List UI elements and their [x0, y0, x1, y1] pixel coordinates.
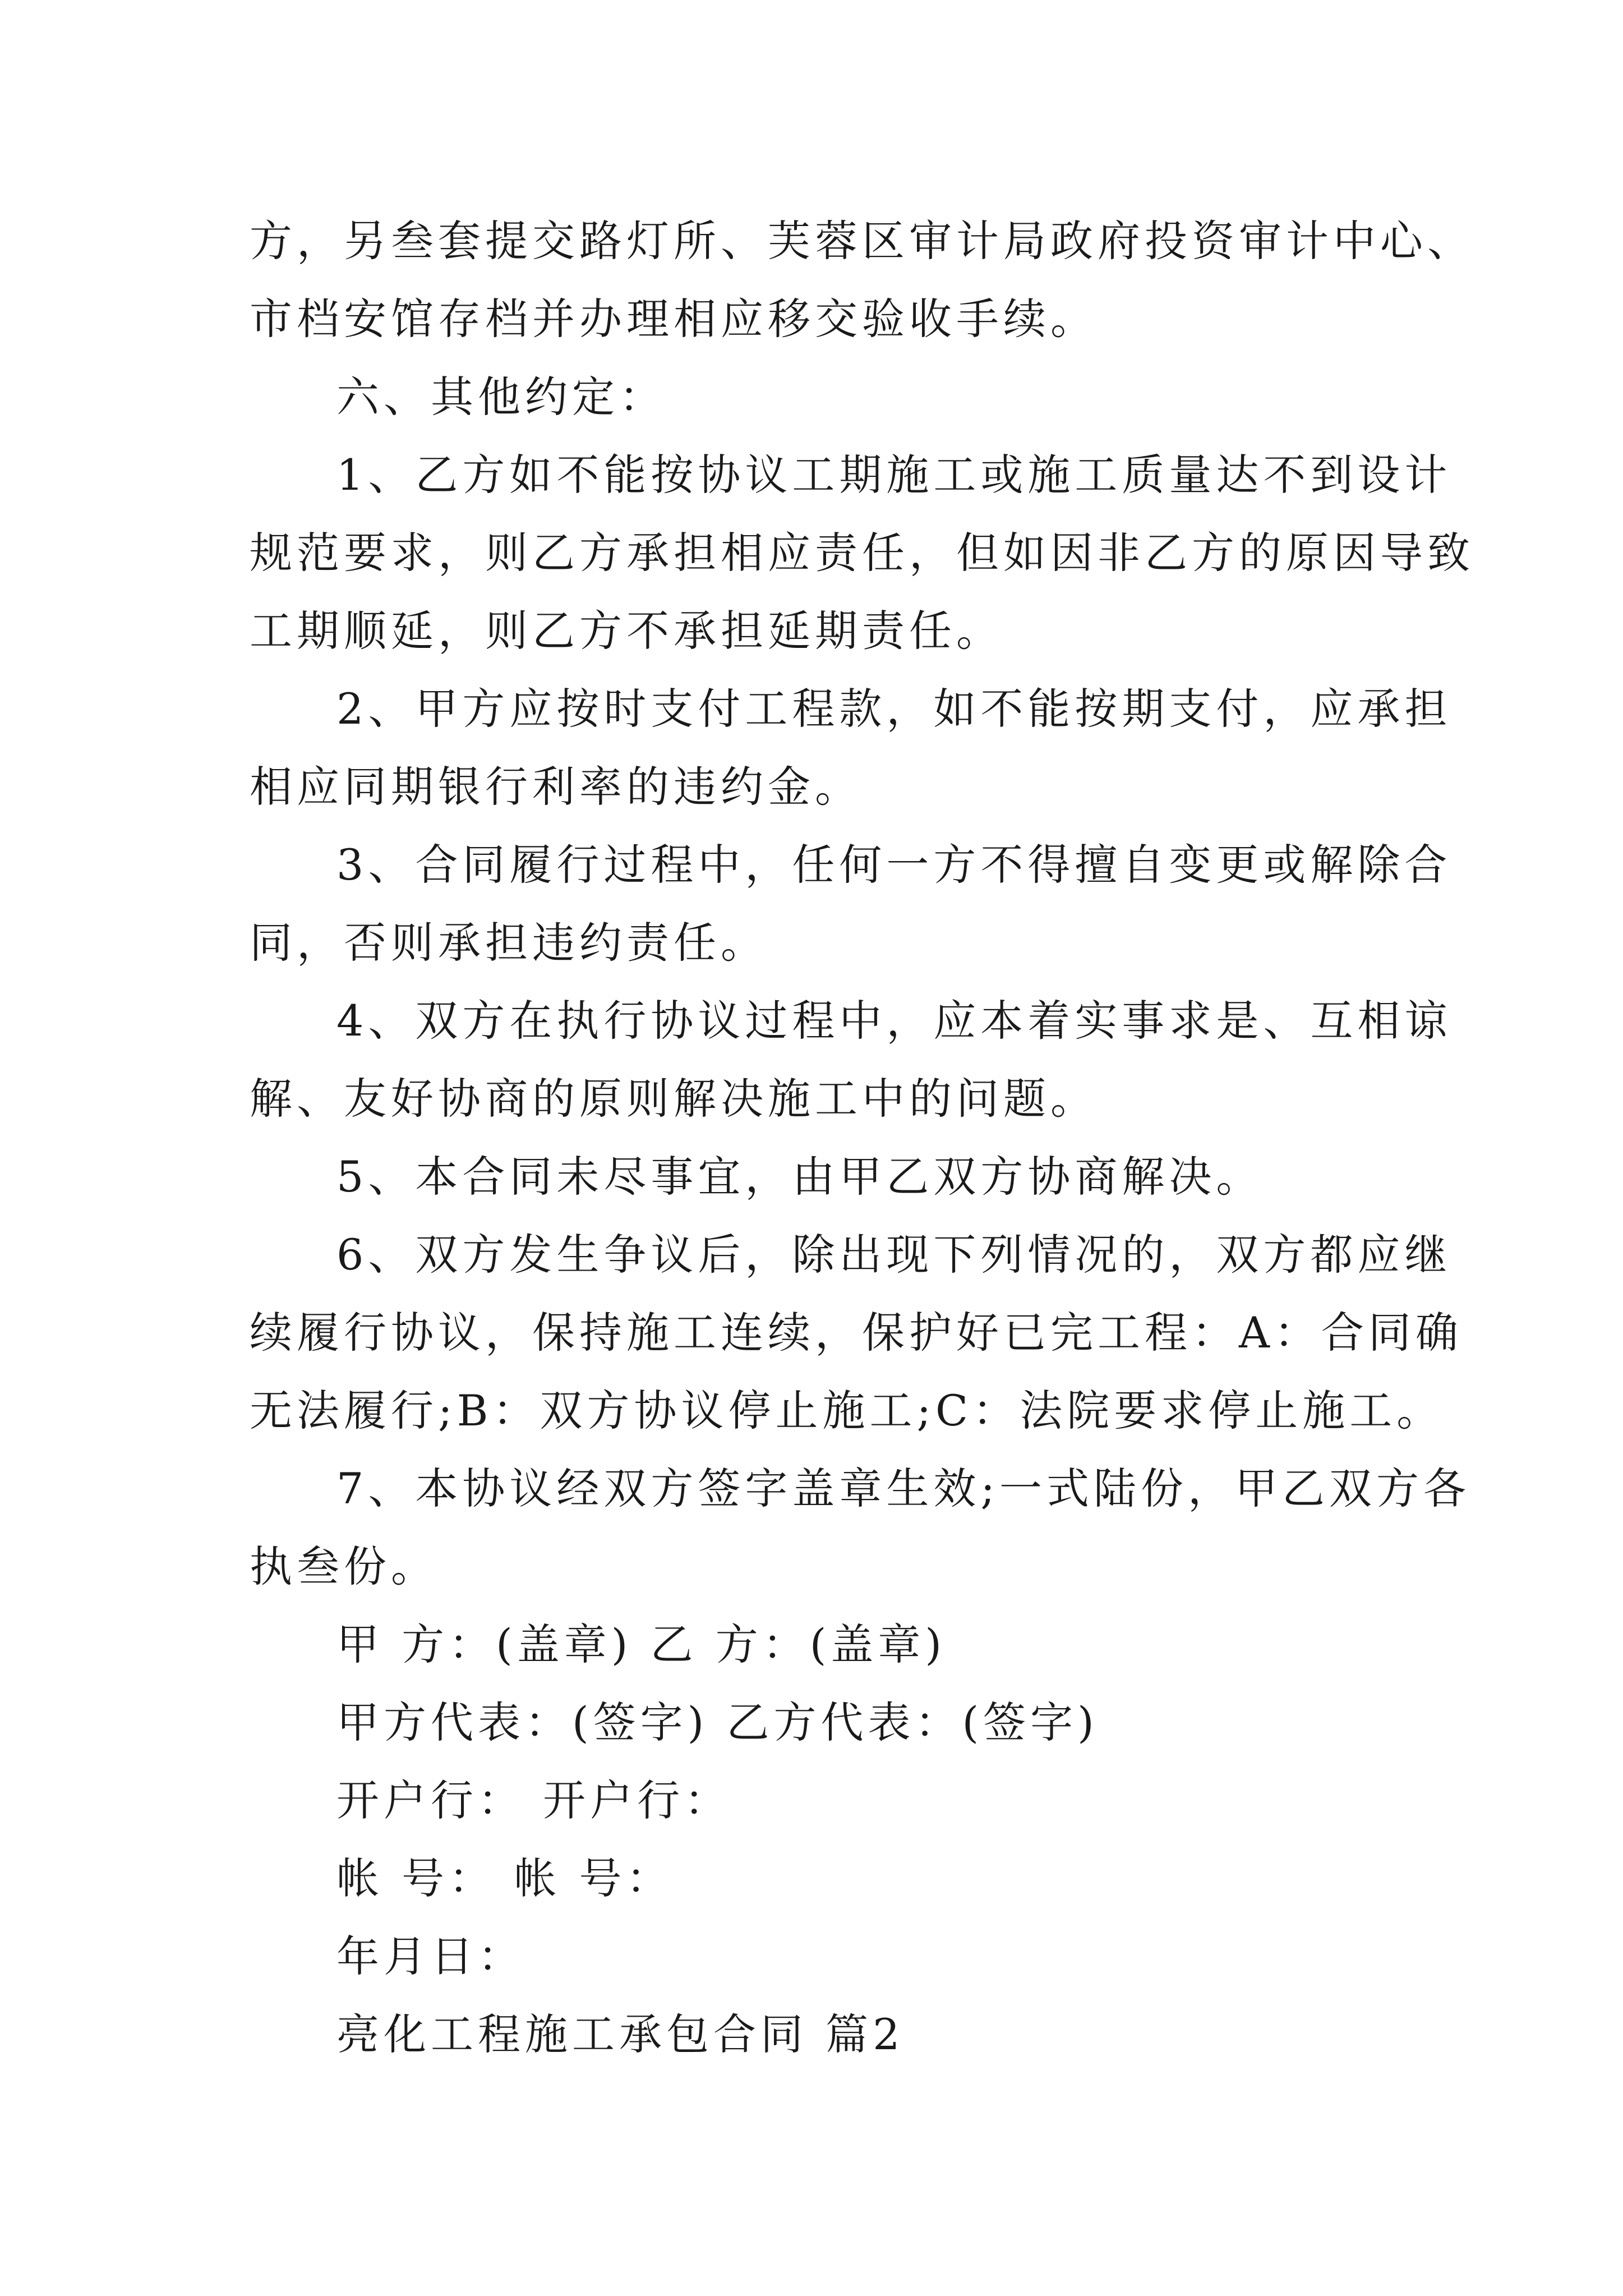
account-line: 帐 号： 帐 号： [336, 1853, 674, 1903]
signature-parties-line: 甲 方：(盖章) 乙 方：(盖章) [336, 1619, 947, 1669]
clause-6-line-1: 6、双方发生争议后，除出现下列情况的，双方都应继 [336, 1230, 1452, 1280]
section-heading-other-terms: 六、其他约定： [336, 372, 666, 422]
date-line: 年月日： [336, 1931, 525, 1981]
clause-5-line-1: 5、本合同未尽事宜，由甲乙双方协商解决。 [336, 1152, 1264, 1202]
clause-1-line-3: 工期顺延，则乙方不承担延期责任。 [250, 606, 1003, 656]
bank-line: 开户行： 开户行： [336, 1775, 732, 1825]
clause-3-line-1: 3、合同履行过程中，任何一方不得擅自变更或解除合 [336, 840, 1452, 890]
clause-4-line-2: 解、友好协商的原则解决施工中的问题。 [250, 1074, 1098, 1124]
clause-2-line-1: 2、甲方应按时支付工程款，如不能按期支付，应承担 [336, 684, 1452, 734]
clause-6-line-3: 无法履行;B：双方协议停止施工;C：法院要求停止施工。 [250, 1386, 1444, 1435]
next-section-title: 亮化工程施工承包合同 篇2 [336, 2009, 905, 2059]
signature-representatives-line: 甲方代表：(签字) 乙方代表：(签字) [336, 1697, 1099, 1747]
clause-7-line-2: 执叁份。 [250, 1542, 438, 1591]
clause-7-line-1: 7、本协议经双方签字盖章生效;一式陆份，甲乙双方各 [336, 1464, 1470, 1513]
clause-3-line-2: 同，否则承担违约责任。 [250, 918, 768, 968]
paragraph-line-1: 方，另叁套提交路灯所、芙蓉区审计局政府投资审计中心、 [250, 216, 1474, 266]
clause-1-line-2: 规范要求，则乙方承担相应责任，但如因非乙方的原因导致 [250, 528, 1474, 578]
clause-2-line-2: 相应同期银行利率的违约金。 [250, 762, 862, 812]
paragraph-line-2: 市档安馆存档并办理相应移交验收手续。 [250, 294, 1098, 344]
clause-4-line-1: 4、双方在执行协议过程中，应本着实事求是、互相谅 [336, 996, 1452, 1046]
clause-6-line-2: 续履行协议，保持施工连续，保护好已完工程：A：合同确 [250, 1308, 1463, 1358]
clause-1-line-1: 1、乙方如不能按协议工期施工或施工质量达不到设计 [336, 450, 1452, 500]
